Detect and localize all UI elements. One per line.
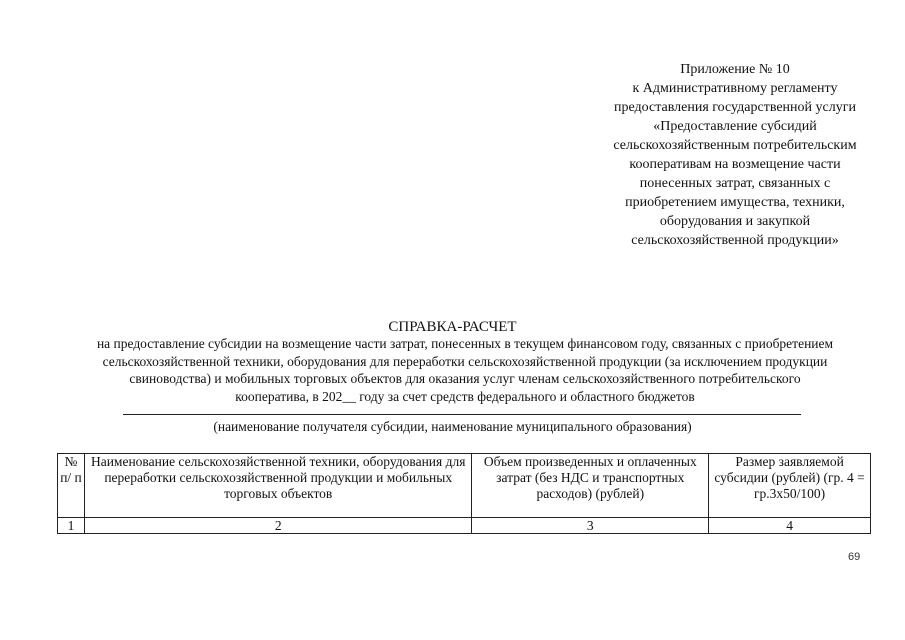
- appendix-line: Приложение № 10: [680, 62, 790, 77]
- column-header-subsidy: Размер заявляемой субсидии (рублей) (гр. 4 = гр.3х50/100): [709, 454, 871, 518]
- subtitle-line: на предоставление субсидии на возмещение части затрат, понесенных в текущем финансовом году, связанных с приобретением: [96, 336, 834, 351]
- appendix-line: кооперативам на возмещение части: [629, 157, 841, 172]
- appendix-line: понесенных затрат, связанных с: [639, 176, 831, 191]
- appendix-line: «Предоставление субсидий: [653, 119, 817, 134]
- page-number: 69: [848, 551, 861, 563]
- subtitle-line: кооператива, в 202__ году за счет средств федерального и областного бюджетов: [235, 388, 695, 404]
- appendix-line: к Административному регламенту: [632, 81, 838, 96]
- recipient-note: (наименование получателя субсидии, наименование муниципального образования): [213, 419, 692, 434]
- subtitle-line: свиноводства) и мобильных торговых объектов для оказания услуг членам сельскохозяйственного потребительского: [129, 371, 801, 386]
- document-subtitle: [50, 335, 880, 405]
- appendix-line: оборудования и закупкой: [659, 214, 811, 229]
- table-cell: 3: [472, 518, 709, 534]
- column-header-number: № п/ п: [58, 454, 85, 518]
- appendix-line: сельскохозяйственным потребительским: [613, 138, 857, 153]
- table-cell: 2: [84, 518, 471, 534]
- column-header-costs: Объем произведенных и оплаченных затрат (без НДС и транспортных расходов) (рублей): [472, 454, 709, 518]
- appendix-line: сельскохозяйственной продукции»: [631, 233, 839, 248]
- recipient-fill-line: [123, 414, 801, 415]
- table-header-row: [58, 454, 871, 518]
- appendix-line: приобретением имущества, техники,: [625, 195, 845, 210]
- column-header-name: Наименование сельскохозяйственной техники, оборудования для переработки сельскохозяйственной продукции и мобильных торговых объектов: [84, 454, 471, 518]
- table-row: [58, 518, 871, 534]
- table-cell: 1: [58, 518, 85, 534]
- table-cell: 4: [709, 518, 871, 534]
- calculation-table: [57, 453, 871, 534]
- appendix-line: предоставления государственной услуги: [614, 100, 856, 115]
- appendix-note: [595, 60, 875, 250]
- document-title: СПРАВКА-РАСЧЕТ: [388, 319, 517, 335]
- subtitle-line: сельскохозяйственной техники, оборудования для переработки сельскохозяйственной продукции (за исключением продукции: [102, 353, 828, 369]
